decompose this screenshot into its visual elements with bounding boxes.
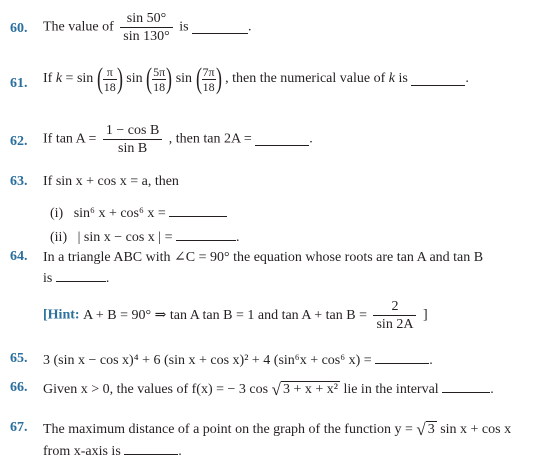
question-text: sin (126, 71, 143, 86)
numerator: sin 50° (120, 10, 172, 28)
numerator: 2 (373, 298, 416, 316)
part-label: (i) (50, 206, 64, 221)
answer-blank (176, 228, 236, 241)
question-60: 60. The value of $\frac{\sin 50^\circ}{\sin 130^\circ}$ is . (10, 11, 252, 44)
answer-blank (56, 269, 106, 282)
question-text: is (398, 71, 408, 86)
numerator: 1 − cos B (103, 122, 162, 140)
question-text: If (43, 71, 53, 86)
hint-label: [Hint: (43, 307, 80, 323)
question-text: is (43, 271, 53, 286)
question-number: 66. (10, 380, 28, 395)
question-number: 63. (10, 174, 28, 189)
answer-blank (169, 204, 227, 217)
question-62: 62. If tan A = $\frac{\text{1 − cos B}}{\text{sin B}}$ , then tan 2A = . (10, 123, 313, 156)
question-text: sin (175, 71, 193, 86)
question-63-part-ii: (ii) | sin x − cos x | = . (50, 230, 240, 245)
question-text: sin⁶ x + cos⁶ x = (73, 206, 166, 221)
question-text: , then tan 2A = (168, 131, 252, 147)
question-63-part-i (50, 204, 544, 224)
variable-k: k (55, 71, 63, 86)
question-63 (0, 174, 544, 194)
answer-blank (442, 380, 490, 393)
question-text: If sin x + cos x = a, then (43, 174, 179, 189)
fraction (120, 10, 172, 45)
question-number: 62. (10, 134, 28, 149)
question-number: 67. (10, 420, 28, 435)
answer-blank (192, 21, 248, 34)
fraction: $\frac{7\pi}{18}$ (202, 64, 215, 94)
answer-blank (411, 73, 465, 86)
denominator: sin 2A (376, 317, 414, 332)
question-text: If tan A = (43, 131, 97, 147)
fraction: $\frac{5\pi}{18}$ (153, 64, 166, 94)
square-root: √ 3 + x + x² (271, 380, 338, 399)
answer-blank (124, 442, 178, 455)
question-text: lie in the interval (343, 382, 439, 397)
variable-k: k (388, 71, 395, 86)
part-label: (ii) (50, 230, 68, 245)
square-root: √ 3 (416, 420, 435, 439)
question-text: sin x + cos x (440, 422, 512, 437)
hint (43, 298, 543, 340)
question-text: , then the numerical value of (225, 71, 386, 86)
answer-blank (375, 351, 429, 364)
fraction (373, 298, 416, 333)
fraction (103, 122, 162, 157)
question-text: The value of (43, 19, 114, 35)
question-number: 65. (10, 351, 28, 366)
fraction: $\frac{\pi}{18}$ (103, 64, 116, 94)
question-number: 60. (10, 21, 28, 36)
hint-close: ] (422, 307, 428, 323)
question-text: Given x > 0, the values of f(x) = − 3 cos (43, 382, 269, 397)
question-text: is (179, 19, 189, 35)
question-text: from x-axis is (43, 444, 121, 459)
question-67: 67. The maximum distance of a point on the graph of the function y = √ 3 sin x + cos x from x-axis is . (10, 420, 512, 459)
question-65: 65. 3 (sin x − cos x)⁴ + 6 (sin x + cos x)² + 4 (sin⁶x + cos⁶ x) = . (10, 351, 433, 368)
question-text: The maximum distance of a point on the graph of the function y = (43, 422, 413, 437)
answer-blank (255, 133, 309, 146)
denominator: sin 130° (123, 29, 170, 44)
question-number: 61. (10, 76, 28, 91)
question-text: | sin x − cos x | = (77, 230, 173, 245)
question-64: 64. In a triangle ABC with ∠C = 90° the equation whose roots are tan A and tan B is . (10, 249, 484, 286)
question-text: = sin (65, 71, 94, 86)
question-text: 3 (sin x − cos x)⁴ + 6 (sin x + cos x)² + 4 (sin⁶x + cos⁶ x) = (43, 353, 372, 368)
denominator: sin B (118, 141, 148, 156)
question-61: 61. If k = sin ( $\frac{\pi}{18}$ ) sin ( $\frac{5\pi}{18}$ ) sin ( $\frac{7\pi}{18}$ ) , then the numerical value of k is . (10, 62, 469, 95)
question-number: 64. (10, 249, 28, 264)
hint-text: A + B = 90° ⇒ tan A tan B = 1 and tan A + tan B = (83, 308, 367, 323)
question-66: 66. Given x > 0, the values of f(x) = − 3 cos √ 3 + x + x² lie in the interval . (10, 380, 494, 399)
question-text: In a triangle ABC with ∠C = 90° the equation whose roots are tan A and tan B (43, 250, 484, 265)
